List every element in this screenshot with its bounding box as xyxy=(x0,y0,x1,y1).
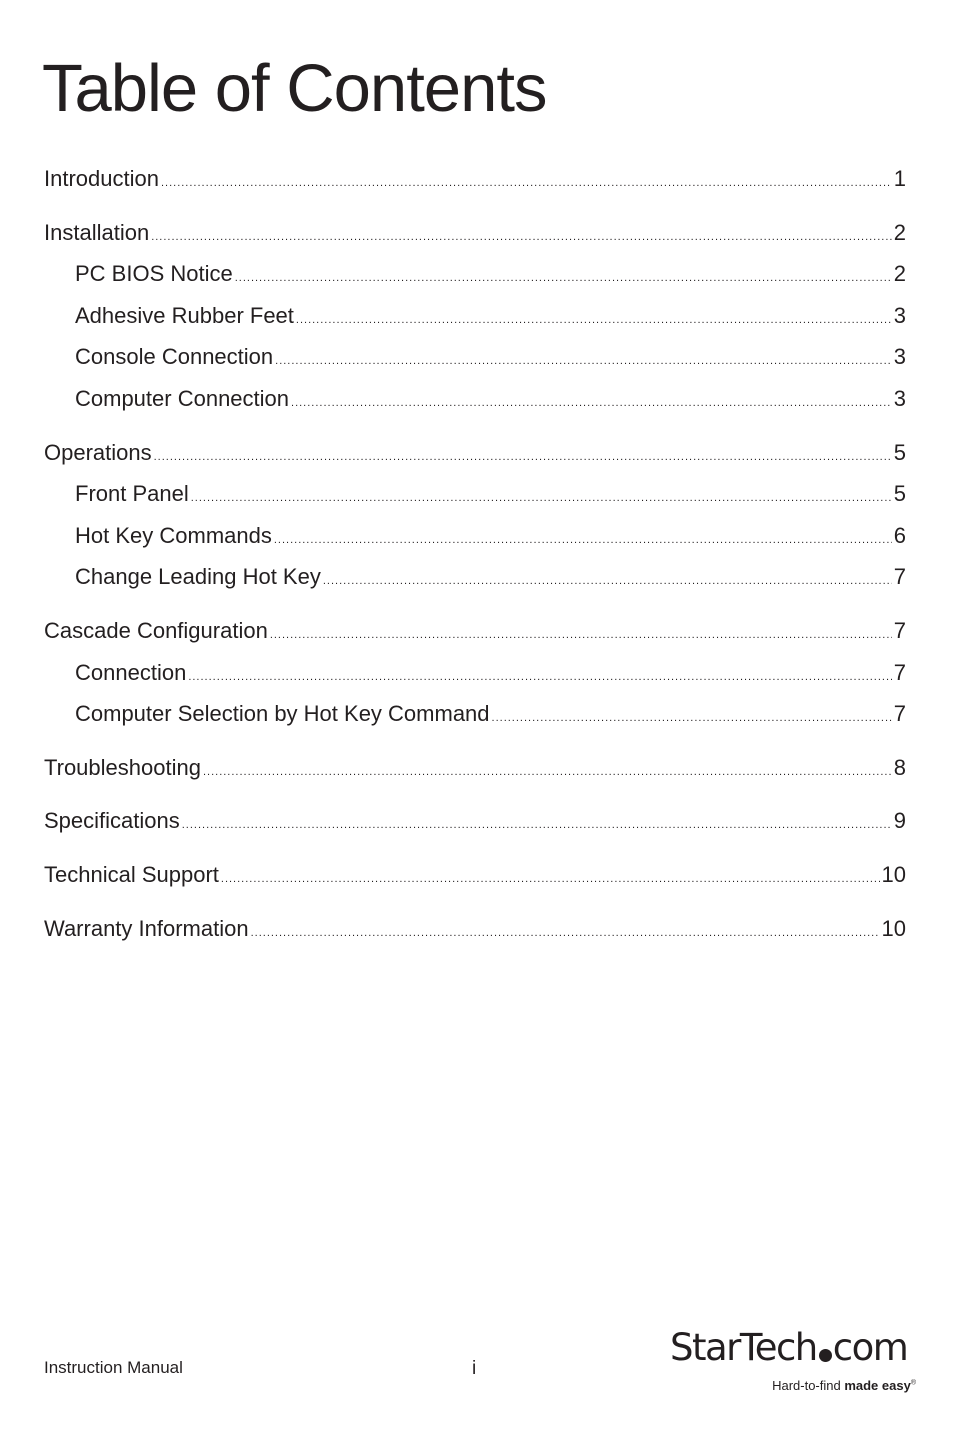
toc-entry-label: Console Connection xyxy=(75,344,274,370)
toc-entry-label: Warranty Information xyxy=(44,915,249,941)
toc-dot-leader xyxy=(188,658,891,696)
toc-entry-page-number: 9 xyxy=(893,808,906,834)
logo-wordmark xyxy=(670,1326,907,1369)
toc-entry-page-number: 6 xyxy=(893,522,906,548)
toc-entry-label: Installation xyxy=(44,219,150,245)
toc-dot-leader xyxy=(270,616,892,654)
toc-entry-page-number: 1 xyxy=(893,166,906,191)
toc-entry[interactable] xyxy=(44,654,906,696)
logo-tagline xyxy=(772,1378,916,1393)
toc-entry[interactable] xyxy=(44,380,906,422)
toc-entry-label: Hot Key Commands xyxy=(75,522,272,548)
footer-document-name: Instruction Manual xyxy=(44,1358,183,1377)
toc-entry-label: Computer Connection xyxy=(75,385,290,411)
toc-entry[interactable] xyxy=(44,338,906,380)
registered-mark: ® xyxy=(910,1379,916,1387)
toc-entry-label: Operations xyxy=(44,439,152,465)
startech-logo xyxy=(670,1326,920,1398)
toc-entry[interactable] xyxy=(44,160,906,202)
toc-entry-label: Troubleshooting xyxy=(44,754,201,780)
toc-dot-leader xyxy=(275,342,892,380)
logo-dot-icon xyxy=(819,1349,832,1362)
toc-entry-label: Computer Selection by Hot Key Command xyxy=(75,701,490,727)
toc-dot-leader xyxy=(296,301,892,339)
toc-entry[interactable] xyxy=(44,255,906,297)
toc-entry[interactable] xyxy=(44,475,906,517)
toc-entry[interactable] xyxy=(44,749,906,791)
toc-entry[interactable] xyxy=(44,434,906,476)
toc-entry-page-number: 3 xyxy=(893,385,906,411)
footer-page-number: i xyxy=(472,1358,477,1379)
toc-entry-page-number: 5 xyxy=(893,481,906,507)
toc-entry[interactable] xyxy=(44,214,906,256)
toc-entry-label: Connection xyxy=(75,659,187,685)
toc-entry-page-number: 10 xyxy=(881,915,906,941)
toc-dot-leader xyxy=(492,699,892,737)
toc-dot-leader xyxy=(291,384,892,422)
toc-dot-leader xyxy=(323,562,892,600)
toc-entry[interactable] xyxy=(44,856,906,898)
toc-entry-label: Technical Support xyxy=(44,861,219,887)
toc-dot-leader xyxy=(235,259,892,297)
toc-dot-leader xyxy=(161,164,892,202)
toc-entry-label: Change Leading Hot Key xyxy=(75,564,321,590)
toc-dot-leader xyxy=(203,753,892,791)
toc-entry-label: Adhesive Rubber Feet xyxy=(75,302,294,328)
toc-entry-page-number: 2 xyxy=(893,261,906,287)
toc-dot-leader xyxy=(151,218,892,256)
toc-entry-label: Introduction xyxy=(44,166,159,191)
logo-tagline-regular: Hard-to-find xyxy=(772,1378,845,1393)
toc-entry[interactable] xyxy=(44,612,906,654)
logo-brand-name: StarTech xyxy=(670,1326,817,1369)
toc-entry-page-number: 3 xyxy=(893,302,906,328)
toc-entry[interactable] xyxy=(44,802,906,844)
logo-tagline-bold: made easy xyxy=(844,1378,911,1393)
toc-entry-page-number: 2 xyxy=(893,219,906,245)
toc-entry-page-number: 7 xyxy=(893,617,906,643)
toc-dot-leader xyxy=(154,438,892,476)
toc-entry-page-number: 5 xyxy=(893,439,906,465)
logo-brand-suffix: com xyxy=(832,1326,908,1369)
page-title: Table of Contents xyxy=(42,51,547,126)
toc-entry-label: Front Panel xyxy=(75,481,189,507)
toc-dot-leader xyxy=(191,479,892,517)
toc-entry-label: PC BIOS Notice xyxy=(75,261,233,287)
toc-entry[interactable] xyxy=(44,517,906,559)
toc-dot-leader xyxy=(221,860,880,898)
toc-entry-page-number: 7 xyxy=(893,701,906,727)
toc-entry-label: Cascade Configuration xyxy=(44,617,268,643)
toc-entry-page-number: 3 xyxy=(893,344,906,370)
toc-dot-leader xyxy=(274,521,892,559)
toc-entry-page-number: 10 xyxy=(881,861,906,887)
toc-dot-leader xyxy=(251,914,880,952)
toc-entry[interactable] xyxy=(44,297,906,339)
toc-entry-label: Specifications xyxy=(44,808,180,834)
toc-dot-leader xyxy=(182,806,892,844)
toc-entry[interactable] xyxy=(44,910,906,952)
toc-entry-page-number: 7 xyxy=(893,659,906,685)
toc-entry-page-number: 7 xyxy=(893,564,906,590)
toc-entry[interactable] xyxy=(44,695,906,737)
table-of-contents xyxy=(44,160,906,951)
toc-entry[interactable] xyxy=(44,558,906,600)
toc-entry-page-number: 8 xyxy=(893,754,906,780)
